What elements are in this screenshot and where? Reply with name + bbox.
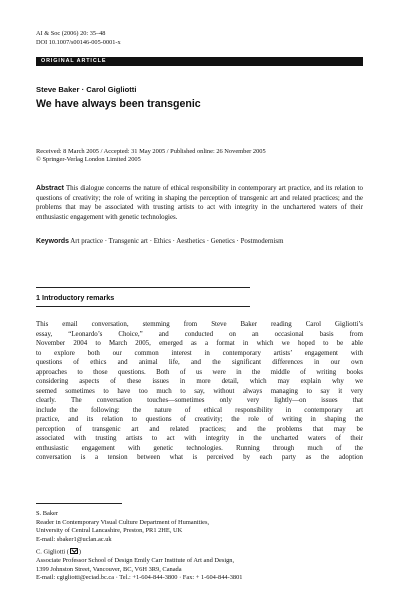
authors: Steve Baker · Carol Gigliotti (36, 85, 137, 94)
paper-title: We have always been transgenic (36, 98, 201, 110)
body-text (36, 320, 363, 463)
body-line: seemed sometimes to have too much to say, without always managing to say it very (36, 387, 363, 395)
keywords-text: Art practice · Transgenic art · Ethics · Aesthetics · Genetics · Postmodernism (70, 238, 284, 245)
author2-contact: E-mail: cgigliotti@eciad.bc.ca · Tel.: +1-604-844-3800 · Fax: + 1-604-844-3801 (36, 574, 243, 581)
body-line: clearly. The conversation touches—sometimes only very lightly—on issues that (36, 397, 363, 404)
publication-dates (36, 148, 266, 165)
body-line: associated with trusting artists to act with integrity in the uncharted waters of their (36, 435, 363, 442)
author1-role: Reader in Contemporary Visual Culture Department of Humanities, (36, 518, 210, 526)
body-line: conversation is a tension between what is perceived by each party as the adoption (36, 454, 363, 461)
body-line: enthusiastic engagement with genetic technologies. Running through much of the (36, 444, 363, 452)
author2-line: C. Gigliotti ( ) (36, 548, 81, 556)
body-line: perception of transgenic art and related practices; and the problems that may be (36, 425, 363, 433)
body-line: to explore both our common interest in contemporary artists’ engagement with (36, 349, 363, 357)
journal-citation: AI & Soc (2006) 20: 35–48 (36, 30, 106, 37)
copyright-notice: © Springer-Verlag London Limited 2005 (36, 156, 141, 164)
author1-name: S. Baker (36, 510, 59, 517)
abstract-text: This dialogue concerns the nature of ethical responsibility in contemporary art practice, and its relation to questions of creativity; the role of writing in shaping the perception of transgenic art and related practices; and the problems that may be associated with trusting artists to act with integrity in the unchartered waters of their enthusiastic engagement with genetic technologies. (36, 185, 363, 221)
body-line: include the following: the nature of ethical responsibility in contemporary art (36, 406, 363, 414)
author1-email: E-mail: sbaker1@uclan.ac.uk (36, 535, 112, 543)
body-line: practice, and its relation to questions of creativity; the role of writing in shaping the (36, 416, 363, 423)
author-footnotes (36, 510, 366, 583)
article-type-label: ORIGINAL ARTICLE (41, 58, 107, 64)
section-rule-top (36, 287, 250, 288)
article-type-band (36, 57, 363, 66)
section-heading: 1 Introductory remarks (36, 293, 115, 302)
received-accepted-dates: Received: 8 March 2005 / Accepted: 31 May 2005 / Published online: 26 November 2005 (36, 148, 266, 155)
keywords (36, 237, 366, 247)
body-line: considering aspects of these issues in more detail, which may explain why we (36, 378, 363, 385)
author1-institution: University of Central Lancashire, Preston, PR1 2HE, UK (36, 527, 183, 534)
journal-meta (36, 30, 121, 47)
abstract-label: Abstract (36, 185, 64, 192)
footnote-rule (36, 503, 122, 504)
body-line: questions of ethics and animal life, and the significant differences in our own (36, 359, 363, 366)
body-line: approaches to those questions. Both of us were in the middle of writing books (36, 368, 363, 376)
body-line: This email conversation, stemming from Steve Baker reading Carol Gigliotti’s (36, 321, 363, 328)
abstract (36, 184, 363, 222)
keywords-label: Keywords (36, 238, 69, 245)
envelope-icon (70, 548, 78, 554)
author2-address: 1399 Johnston Street, Vancouver, BC, V6H 3R9, Canada (36, 565, 182, 573)
author2-name: C. Gigliotti (36, 548, 66, 556)
body-line: essay, “Leonardo’s Choice,” and conducted on an occasional basis from (36, 330, 363, 338)
section-rule-bottom (36, 306, 250, 307)
body-line: November 2004 to March 2005, emerged as a format in which we hoped to be able (36, 340, 363, 347)
doi: DOI 10.1007/s00146-005-0001-x (36, 38, 121, 46)
author2-role: Associate Professor School of Design Emily Carr Institute of Art and Design, (36, 557, 235, 564)
